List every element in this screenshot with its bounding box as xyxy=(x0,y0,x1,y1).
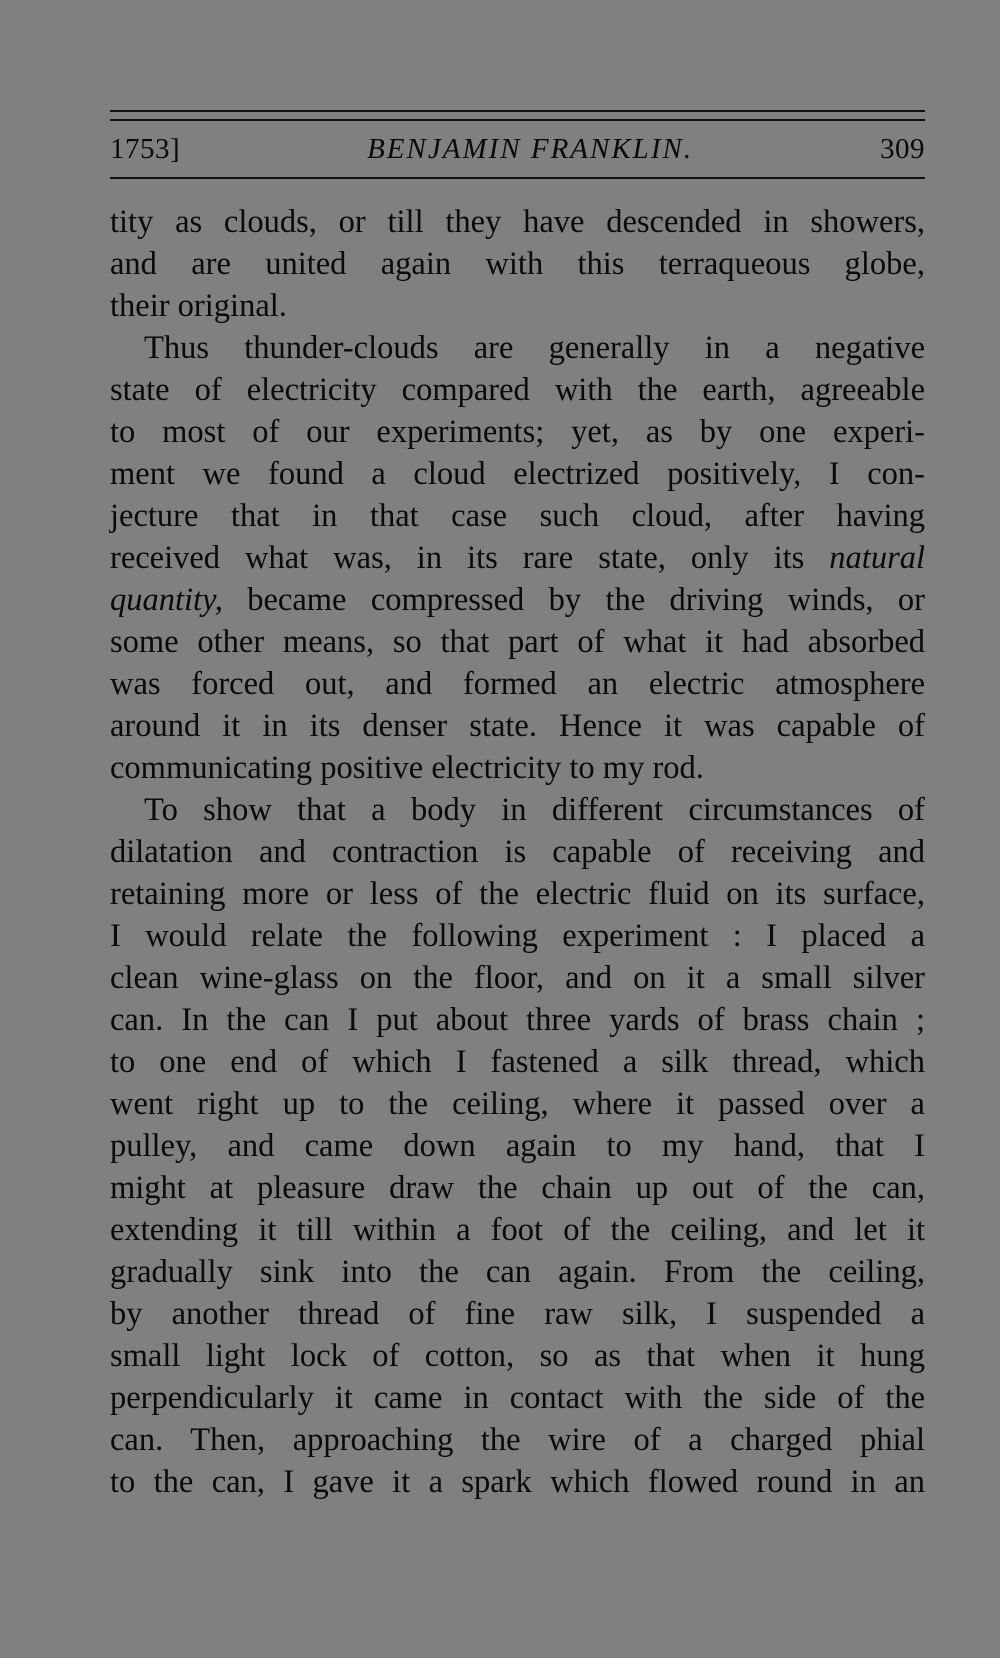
text-line: small light lock of cotton, so as that when it hung xyxy=(110,1338,925,1374)
text-line: to most of our experiments; yet, as by one experi- xyxy=(110,414,925,450)
body-text xyxy=(110,201,925,1503)
text-line: jecture that in that case such cloud, after having xyxy=(110,498,925,534)
paragraph-3 xyxy=(110,789,925,1503)
text-line: extending it till within a foot of the ceiling, and let it xyxy=(110,1212,925,1248)
page-number: 309 xyxy=(880,133,925,165)
text-line: by another thread of fine raw silk, I suspended a xyxy=(110,1296,925,1332)
text-segment: received what was, in its rare state, only its xyxy=(110,540,805,576)
text-line: to one end of which I fastened a silk thread, which xyxy=(110,1044,925,1080)
text-line: state of electricity compared with the earth, agreeable xyxy=(110,372,925,408)
paragraph-1 xyxy=(110,201,925,327)
text-line: some other means, so that part of what it had absorbed xyxy=(110,624,925,660)
text-line: retaining more or less of the electric fluid on its surface, xyxy=(110,876,925,912)
text-line: tity as clouds, or till they have descended in showers, xyxy=(110,204,925,240)
text-line: Thus thunder-clouds are generally in a negative xyxy=(144,330,925,366)
header-rule-bottom xyxy=(110,177,925,179)
running-head xyxy=(110,121,925,177)
text-line: to the can, I gave it a spark which flowed round in an xyxy=(110,1464,925,1500)
text-line: clean wine-glass on the floor, and on it a small silver xyxy=(110,960,925,996)
text-line: communicating positive electricity to my rod. xyxy=(110,750,704,786)
text-line: gradually sink into the can again. From the ceiling, xyxy=(110,1254,925,1290)
italic-term: natural xyxy=(829,540,926,576)
italic-term: quantity, xyxy=(110,582,223,618)
running-head-date: 1753] xyxy=(110,133,181,165)
text-line-with-italic xyxy=(110,579,925,621)
header-rule-top xyxy=(110,110,925,112)
text-line: To show that a body in different circumstances of xyxy=(144,792,925,828)
text-line: dilatation and contraction is capable of receiving and xyxy=(110,834,925,870)
text-line-with-italic xyxy=(110,537,925,579)
text-line: can. In the can I put about three yards of brass chain ; xyxy=(110,1002,925,1038)
text-line: their original. xyxy=(110,288,287,324)
text-line: went right up to the ceiling, where it passed over a xyxy=(110,1086,925,1122)
text-line: pulley, and came down again to my hand, that I xyxy=(110,1128,925,1164)
text-line: perpendicularly it came in contact with the side of the xyxy=(110,1380,925,1416)
text-line: can. Then, approaching the wire of a charged phial xyxy=(110,1422,925,1458)
text-line: I would relate the following experiment : I placed a xyxy=(110,918,925,954)
text-line: around it in its denser state. Hence it was capable of xyxy=(110,708,925,744)
paragraph-2 xyxy=(110,327,925,789)
text-line: ment we found a cloud electrized positively, I con- xyxy=(110,456,925,492)
text-line: might at pleasure draw the chain up out of the can, xyxy=(110,1170,925,1206)
text-line: and are united again with this terraqueous globe, xyxy=(110,246,925,282)
text-line: was forced out, and formed an electric atmosphere xyxy=(110,666,925,702)
running-head-title: BENJAMIN FRANKLIN. xyxy=(367,133,694,165)
book-page xyxy=(110,110,925,1503)
text-segment: became compressed by the driving winds, or xyxy=(222,582,925,618)
